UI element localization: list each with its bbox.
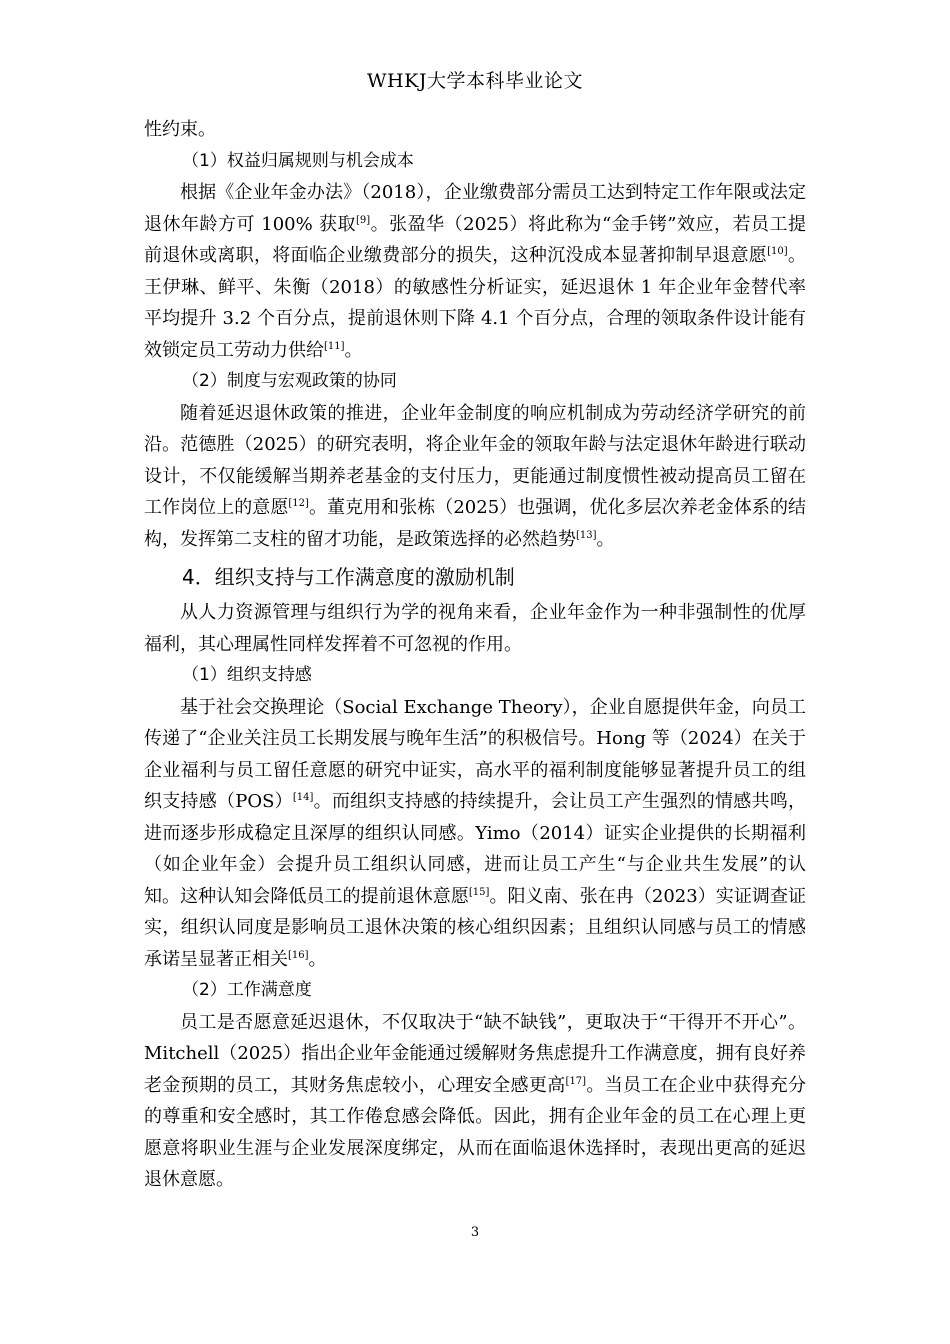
citation-15: [15] <box>468 886 490 898</box>
citation-10: [10] <box>767 246 788 257</box>
paragraph-section-intro: 从人力资源管理与组织行为学的视角来看，企业年金作为一种非强制性的优厚福利，其心理属性同样发挥着不可忽视的作用。 <box>144 602 806 655</box>
subheading-job-satisfaction: （2）工作满意度 <box>182 980 312 1000</box>
citation-17: [17] <box>565 1075 587 1087</box>
subheading-vesting-rules: （1）权益归属规则与机会成本 <box>182 150 414 171</box>
paragraph-continuation: 性约束。 <box>144 119 216 140</box>
page-header: WHKJ大学本科毕业论文 <box>367 70 583 92</box>
page-number: 3 <box>470 1225 480 1240</box>
paragraph-organizational-support: 基于社会交换理论（Social Exchange Theory），企业自愿提供年金，向员工传递了“企业关注员工长期发展与晚年生活”的积极信号。Hong 等（2024）在关于企业福利与员工留任意愿的研究中证实，高水平的福利制度能够显著提升员工的组织支持感（POS）[14]。而组织支持感的持续提升，会让员工产生强烈的情感共鸣，进而逐步形成稳定且深厚的组织认同感。Yimo（2014）证实企业提供的长期福利（如企业年金）会提升员工组织认同感，进而让员工产生“与企业共生发展”的认知。这种认知会降低员工的提前退休意愿[15]。阳义南、张在冉（2023）实证调查证实，组织认同度是影响员工退休决策的核心组织因素；且组织认同感与员工的情感承诺呈显著正相关[16]。 <box>144 696 806 970</box>
paragraph-vesting: 根据《企业年金办法》（2018），企业缴费部分需员工达到特定工作年限或法定退休年龄方可 100% 获取[9]。张盈华（2025）将此称为“金手铐”效应，若员工提前退休或离职，将面临企业缴费部分的损失，这种沉没成本显著抑制早退意愿[10]。王伊琳、鲜平、朱衡（2018）的敏感性分析证实，延迟退休 1 年企业年金替代率平均提升 3.2 个百分点，提前退休则下降 4.1 个百分点，合理的领取条件设计能有效锁定员工劳动力供给[11]。 <box>144 182 806 361</box>
paragraph-job-satisfaction: 员工是否愿意延迟退休，不仅取决于“缺不缺钱”，更取决于“干得开不开心”。Mitchell（2025）指出企业年金能通过缓解财务焦虑提升工作满意度，拥有良好养老金预期的员工，其财务焦虑较小，心理安全感更高[17]。当员工在企业中获得充分的尊重和安全感时，其工作倦怠感会降低。因此，拥有企业年金的员工在心理上更愿意将职业生涯与企业发展深度绑定，从而在面临退休选择时，表现出更高的延迟退休意愿。 <box>144 1011 807 1190</box>
subheading-organizational-support: （1）组织支持感 <box>182 665 312 685</box>
citation-9: [9] <box>355 214 371 226</box>
paragraph-policy: 随着延迟退休政策的推进，企业年金制度的响应机制成为劳动经济学研究的前沿。范德胜（2025）的研究表明，将企业年金的领取年龄与法定退休年龄进行联动设计，不仅能缓解当期养老基金的支付压力，更能通过制度惯性被动提高员工留在工作岗位上的意愿[12]。董克用和张栋（2025）也强调，优化多层次养老金体系的结构，发挥第二支柱的留才功能，是政策选择的必然趋势[13]。 <box>144 402 806 550</box>
subheading-policy-coordination: （2）制度与宏观政策的协同 <box>182 371 397 391</box>
citation-14: [14] <box>292 792 314 803</box>
section-heading-4: 4．组织支持与工作满意度的激励机制 <box>182 565 515 589</box>
citation-16: [16] <box>288 949 309 961</box>
citation-12: [12] <box>288 498 309 509</box>
citation-11: [11] <box>324 340 345 352</box>
page-body <box>144 114 806 1196</box>
citation-13: [13] <box>576 529 597 541</box>
